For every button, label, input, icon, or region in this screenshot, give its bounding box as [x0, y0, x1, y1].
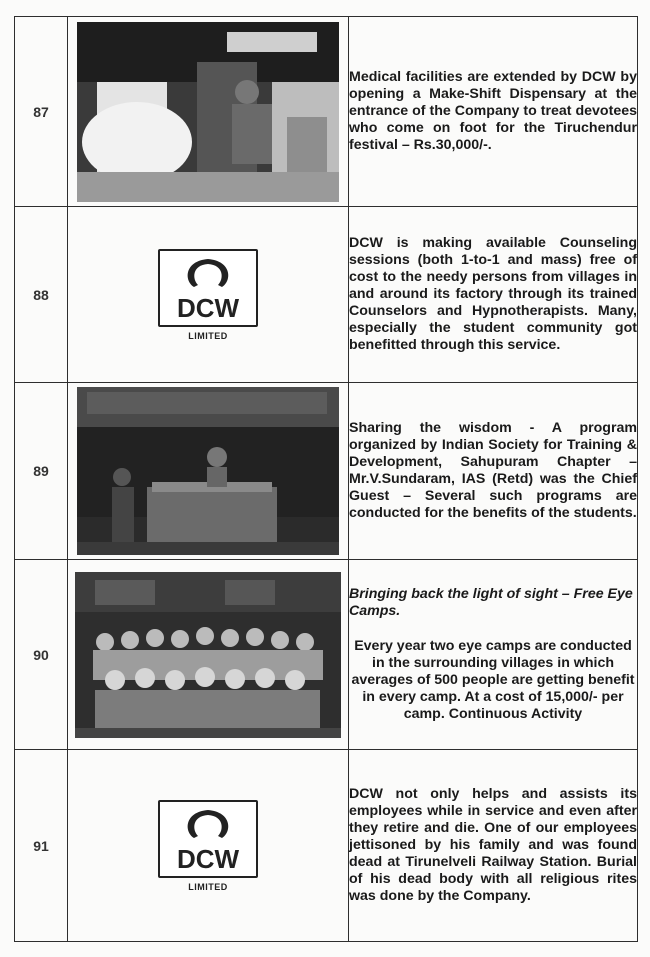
photo-cell	[68, 383, 349, 560]
description-text: Every year two eye camps are conducted in the surrounding villages in which averages of 500 people are getting benefit in every camp. At a cost of 15,000/- per camp. Continuous Activity	[351, 638, 635, 722]
table-row	[15, 560, 638, 750]
dcw-logo	[153, 249, 263, 341]
description-cell	[349, 207, 638, 383]
logo-brand-text: DCW	[176, 292, 240, 323]
podium-program-photo	[77, 387, 339, 555]
table-row	[15, 383, 638, 560]
row-number: 89	[15, 383, 68, 560]
logo-cell	[68, 750, 349, 942]
logo-subtitle: LIMITED	[188, 330, 228, 341]
description-cell	[349, 560, 638, 750]
description-text: Medical facilities are extended by DCW by opening a Make-Shift Dispensary at the entrance of the Company to treat devotees who come on foot for the Tiruchendur festival – Rs.30,000/-.	[349, 69, 637, 153]
logo-frame	[158, 800, 258, 878]
description-text: DCW is making available Counseling sessions (both 1-to-1 and mass) free of cost to the needy persons from villages in and around its factory through its trained Counselors and Hypnotherapists. Many, especially the student community got benefitted through this service.	[349, 235, 637, 353]
table-row	[15, 207, 638, 383]
description-text: Sharing the wisdom - A program organized by Indian Society for Training & Development, Sahupuram Chapter – Mr.V.Sundaram, IAS (Retd) was the Chief Guest – Several such programs are conducted for the benefits of the students.	[349, 420, 637, 521]
description-cell	[349, 750, 638, 942]
horseshoe-icon	[160, 251, 256, 325]
row-number: 91	[15, 750, 68, 942]
description-cell	[349, 383, 638, 560]
row-number: 90	[15, 560, 68, 750]
photo-cell	[68, 560, 349, 750]
description-text: DCW not only helps and assists its employees while in service and even after they retire and die. One of our employees jettisoned by his family and was found dead at Tirunelveli Railway Station. Burial of his dead body with all religious rites was done by the Company.	[349, 786, 637, 904]
logo-subtitle: LIMITED	[188, 881, 228, 892]
logo-frame	[158, 249, 258, 327]
row-number: 88	[15, 207, 68, 383]
dcw-logo	[153, 800, 263, 892]
csr-activities-table	[14, 16, 638, 942]
description-cell	[349, 17, 638, 207]
makeshift-dispensary-photo	[77, 22, 339, 202]
table-row	[15, 17, 638, 207]
eye-camp-group-photo	[75, 572, 341, 738]
table-row	[15, 750, 638, 942]
description-heading: Bringing back the light of sight – Free Eye Camps.	[349, 586, 633, 619]
horseshoe-icon	[160, 802, 256, 876]
logo-brand-text: DCW	[176, 843, 240, 874]
row-number: 87	[15, 17, 68, 207]
photo-cell	[68, 17, 349, 207]
logo-cell	[68, 207, 349, 383]
